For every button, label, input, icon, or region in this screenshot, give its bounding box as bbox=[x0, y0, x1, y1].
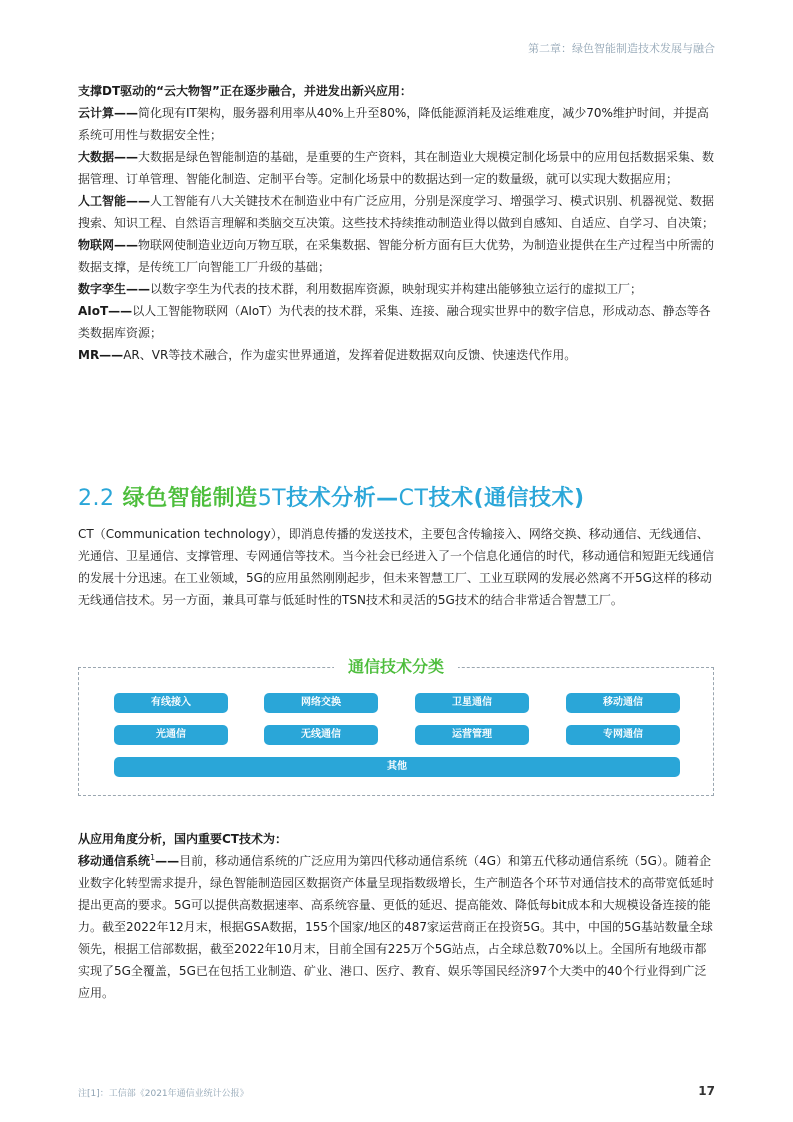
ct-classification-diagram bbox=[78, 657, 714, 796]
diagram-title: 通信技术分类 bbox=[334, 654, 458, 677]
category-pill: 无线通信 bbox=[264, 725, 378, 745]
page-number: 17 bbox=[698, 1084, 715, 1098]
section-number: 2.2 bbox=[78, 486, 115, 511]
list-item: 大数据——大数据是绿色智能制造的基础，是重要的生产资料，其在制造业大规模定制化场景中的应用包括数据采集、数据管理、订单管理、智能化制造、定制平台等。定制化场景中的数据达到一定的数量级，就可以实现大数据应用； bbox=[78, 150, 715, 186]
section-application bbox=[78, 828, 716, 1004]
list-item: AIoT——以人工智能物联网（AIoT）为代表的技术群，采集、连接、融合现实世界中的数字信息，形成动态、静态等各类数据库资源； bbox=[78, 304, 711, 340]
category-pill: 光通信 bbox=[114, 725, 228, 745]
list-item: MR——AR、VR等技术融合，作为虚实世界通道，发挥着促进数据双向反馈、快速迭代作用。 bbox=[78, 348, 577, 362]
heading-end: 技术(通信技术) bbox=[428, 486, 585, 511]
heading-5t: 5T bbox=[257, 486, 287, 511]
section-heading bbox=[78, 481, 718, 512]
heading-ct: CT bbox=[398, 486, 429, 511]
category-pill: 移动通信 bbox=[566, 693, 680, 713]
ct-paragraph: CT（Communication technology），即消息传播的发送技术，主要包含传输接入、网络交换、移动通信、无线通信、光通信、卫星通信、支撑管理、专网通信等技术。当今社会已经进入了一个信息化通信的时代，移动通信和短距无线通信的发展十分迅速。在工业领域，5G的应用虽然刚刚起步，但未来智慧工厂、工业互联网的发展必然离不开5G这样的移动无线通信技术。另一方面，兼具可靠与低延时性的TSN技术和灵活的5G技术的结合非常适合智慧工厂。 bbox=[78, 527, 715, 607]
category-pill-other: 其他 bbox=[114, 757, 680, 777]
footnote-marker: 1 bbox=[150, 853, 156, 862]
heading-green-part: 绿色智能制造 bbox=[122, 486, 258, 511]
application-heading: 从应用角度分析，国内重要CT技术为： bbox=[78, 832, 287, 846]
list-item: 云计算——简化现有IT架构，服务器利用率从40%上升至80%，降低能源消耗及运维难度，减少70%维护时间，并提高系统可用性与数据安全性； bbox=[78, 106, 709, 142]
mobile-comm-paragraph: 移动通信系统$^1$——目前，移动通信系统的广泛应用为第四代移动通信系统（4G）和第五代移动通信系统（5G）。随着企业数字化转型需求提升，绿色智能制造园区数据资产体量呈现指数级增长，生产制造各个环节对通信技术的高带宽低延时提出更高的要求。5G可以提供高数据速率、高系统容量、更低的延迟、提高能效、降低每bit成本和大规模设备连接的能力。截至2022年12月末，根据GSA数据，155个国家/地区的487家运营商正在投资5G。其中，中国的5G基站数量全球领先，根据工信部数据，截至2022年10月末，目前全国有225万个5G站点，占全球总数70%以上。全国所有地级市都实现了5G全覆盖，5G已在包括工业制造、矿业、港口、医疗、教育、娱乐等国民经济97个大类中的40个行业得到广泛应用。 bbox=[78, 853, 715, 1000]
section-intro: 支撑DT驱动的“云大物智”正在逐步融合，并进发出新兴应用： bbox=[78, 84, 412, 98]
heading-mid: 技术分析— bbox=[286, 486, 399, 511]
category-pill: 网络交换 bbox=[264, 693, 378, 713]
category-pill: 运营管理 bbox=[415, 725, 529, 745]
category-pill: 卫星通信 bbox=[415, 693, 529, 713]
chapter-header: 第二章：绿色智能制造技术发展与融合 bbox=[528, 42, 715, 55]
section-dt-apps bbox=[78, 80, 716, 366]
category-pill: 有线接入 bbox=[114, 693, 228, 713]
category-pill: 专网通信 bbox=[566, 725, 680, 745]
list-item: 物联网——物联网使制造业迈向万物互联，在采集数据、智能分析方面有巨大优势，为制造业提供在生产过程当中所需的数据支撑，是传统工厂向智能工厂升级的基础； bbox=[78, 238, 715, 274]
list-item: 数字孪生——以数字孪生为代表的技术群，利用数据库资源，映射现实并构建出能够独立运行的虚拟工厂； bbox=[78, 282, 643, 296]
list-item: 人工智能——人工智能有八大关键技术在制造业中有广泛应用，分别是深度学习、增强学习、模式识别、机器视觉、数据搜索、知识工程、自然语言理解和类脑交互决策。这些技术持续推动制造业得以做到自感知、自适应、自学习、自决策； bbox=[78, 194, 715, 230]
footnote: 注[1]：工信部《2021年通信业统计公报》 bbox=[78, 1089, 249, 1099]
